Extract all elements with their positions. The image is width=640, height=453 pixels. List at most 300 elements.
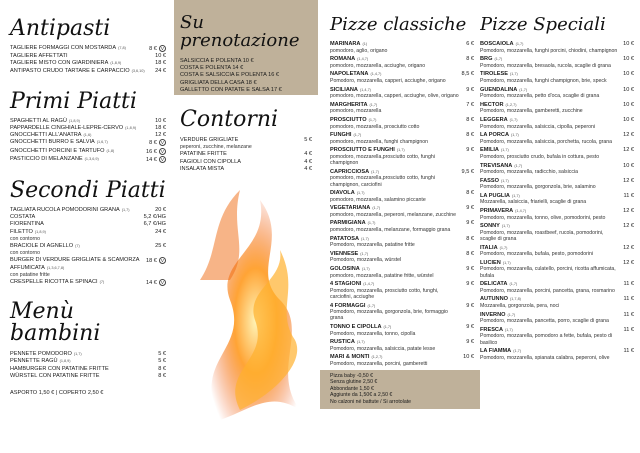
vegetarian-icon: V <box>160 280 164 286</box>
menu-item-name <box>10 68 155 75</box>
pizza-name-row <box>480 193 634 200</box>
allergen-codes: (1,7) <box>372 206 381 211</box>
menu-row <box>10 214 166 221</box>
pizza-description: Pomodoro, prosciutto crudo, bufala in cottura, pesto <box>480 153 600 160</box>
menu-row <box>10 279 166 287</box>
pizza-price: 12 € <box>623 244 634 251</box>
menu-row <box>10 243 166 257</box>
menu-item-name <box>10 156 146 163</box>
pizza-name-row <box>480 117 634 124</box>
pizza-name-row <box>330 339 474 346</box>
pizza-name-row <box>330 354 474 361</box>
pizza-description: pomodoro, mozzarella, melanzane, formaggio grana <box>330 227 451 234</box>
pizza-name-wrap <box>480 327 513 334</box>
pizza-item <box>480 296 634 309</box>
menu-item-price <box>146 156 166 164</box>
pizza-name: HECTOR <box>480 101 504 108</box>
allergen-codes: (1,7) <box>356 340 365 345</box>
pizza-description: Pomodoro, mozzarella, gorgonzola, brie, formaggio grana <box>330 309 448 322</box>
menu-item-name <box>10 358 158 365</box>
pizza-name: PROSCIUTTO <box>330 116 367 123</box>
pizza-name-wrap <box>330 354 382 361</box>
pizza-name-wrap <box>480 260 511 267</box>
pizza-description: Pomodoro, mozzarella, culatello, porcini, ricotta affumicata, bufala <box>480 266 616 279</box>
item-name-text: TAGLIERE MISTO CON GIARDINIERA <box>10 60 109 67</box>
pizza-item <box>330 281 474 300</box>
pizza-item <box>480 327 634 346</box>
allergen-codes: (1,7) <box>361 236 369 241</box>
item-name-text: BURGER DI VERDURE GRIGLIATE & SCAMORZA AFFUMICATA <box>10 257 140 271</box>
menu-item-price <box>304 159 312 166</box>
menu-row <box>10 125 166 132</box>
pizza-name-row <box>330 236 474 243</box>
allergen-codes: (7) <box>75 244 80 249</box>
pizza-price: 10 € <box>623 101 634 108</box>
pizza-description: Pomodoro, mozzarella, porcini, pancetta, grana, rosmarino <box>480 287 615 294</box>
menu-row <box>10 358 166 365</box>
pizza-price: 9 € <box>466 205 474 212</box>
menu-row <box>10 68 166 75</box>
pizza-name-wrap <box>330 205 380 212</box>
pizza-name-row <box>330 266 474 273</box>
pizza-description: Pomodoro, mozzarella, radicchio, salsiccia <box>480 169 579 176</box>
pizza-name-wrap <box>480 208 526 215</box>
price-text: 5,2 €/HG <box>143 214 166 221</box>
classiche-list <box>330 41 474 367</box>
item-name-text: GNOCCHETTI ALL'ANATRA <box>10 132 82 139</box>
price-text: 5 € <box>158 351 166 358</box>
speciali-title: Pizze Speciali <box>480 14 606 35</box>
allergen-codes: (1,7) <box>368 117 377 122</box>
pizza-price: 9 € <box>466 339 474 346</box>
menu-row <box>180 151 312 158</box>
pizza-name: DIAVOLA <box>330 190 355 197</box>
price-text: 8 € <box>158 365 166 372</box>
allergen-codes: (1,8,9) <box>34 229 46 234</box>
pizza-description: Pomodoro, mozzarella, prosciutto cotto, funghi, carciofini, acciughe <box>330 287 439 301</box>
item-name-text: HAMBURGER CON PATATINE FRITTE <box>10 365 109 372</box>
vegetarian-icon: V <box>160 156 164 162</box>
pizza-item <box>480 117 634 130</box>
pizza-price: 8 € <box>466 250 474 257</box>
extras-line: Pizza baby -0,50 € <box>330 372 373 379</box>
pizza-description: Pomodoro, mozzarella, porcini, gamberetti <box>330 360 428 367</box>
pizza-name-row <box>330 87 474 94</box>
pizza-item <box>480 245 634 258</box>
antipasti-list <box>10 45 166 75</box>
pizza-name-row <box>480 178 634 185</box>
pizza-item <box>480 281 634 294</box>
pizza-item <box>480 312 634 325</box>
menu-item-name <box>10 139 149 146</box>
allergen-codes: (1,8,9) <box>110 61 122 66</box>
allergen-codes: (1) <box>362 42 368 46</box>
menu-item-price <box>304 166 312 173</box>
pizza-name-row <box>480 132 634 139</box>
menu-row <box>10 45 166 53</box>
extras-line: Senza glutine 2,50 € <box>330 379 378 386</box>
price-text: 4 € <box>304 151 312 158</box>
item-name-text: PAPPARDELLE CINGHIALE-LEPRE-CERVO <box>10 125 124 132</box>
pizza-name-row <box>330 41 474 48</box>
pizza-name-row <box>480 281 634 288</box>
pizza-price: 8 € <box>466 190 474 197</box>
pizza-item <box>330 220 474 233</box>
menu-row <box>10 139 166 147</box>
allergen-codes: (3,6,10) <box>131 68 145 73</box>
allergen-codes: (1,7) <box>502 260 511 265</box>
pizza-item <box>480 208 634 221</box>
pizza-description: Pomodoro, mozzarella, patatine fritte <box>330 242 415 249</box>
allergen-codes: (1,7) <box>367 221 376 226</box>
menu-row <box>10 366 166 373</box>
allergen-codes: (1,7) <box>501 224 510 229</box>
pizza-name-wrap <box>330 251 368 258</box>
pizza-price: 10 € <box>623 41 634 47</box>
menu-item-name <box>10 45 149 52</box>
pizza-name-row <box>330 281 474 288</box>
footer-note: ASPORTO 1,50 € | COPERTO 2,50 € <box>10 390 104 397</box>
allergen-codes: (1,7) <box>505 327 513 332</box>
pizza-price: 11 € <box>623 326 634 333</box>
pizza-description: pomodoro, mozzarella <box>330 108 382 115</box>
allergen-codes: (1,7) <box>499 245 508 250</box>
menu-item-price <box>155 229 166 236</box>
allergen-codes: (1,7) <box>509 282 518 287</box>
pizza-name-wrap <box>480 312 515 319</box>
item-name-text: WÜRSTEL CON PATATINE FRITTE <box>10 372 100 379</box>
pizza-name-wrap <box>480 87 527 94</box>
menu-row <box>10 53 166 60</box>
pizza-name: RUSTICA <box>330 339 355 346</box>
pizza-description: pomodoro, mozzarella, prosciutto cotto <box>330 123 420 130</box>
pizza-description: pomodoro, mozzarella,prosciutto cotto, funghi champignon <box>330 153 435 167</box>
item-name-text: INSALATA MISTA <box>180 165 225 172</box>
pizza-name: PATATOSA <box>330 235 360 242</box>
pizza-price: 9,5 € <box>461 168 474 175</box>
pizza-description: Pomodoro, mozzarella, bresaola, rucola, scaglie di grana <box>480 62 611 69</box>
pizza-name: ROMANA <box>330 56 356 63</box>
pizza-description: pomodoro, mozzarella, funghi champignon <box>330 138 429 145</box>
menu-item-name <box>180 159 304 166</box>
vegetarian-icon: V <box>160 148 164 154</box>
pizza-name: FUNGHI <box>330 132 352 139</box>
allergen-codes: (1,8) <box>106 148 115 153</box>
pizza-name-wrap <box>480 147 509 154</box>
pizza-description: Pomodoro, mozzarella, bufala, pesto, pomodorini <box>480 251 594 258</box>
pizza-name: LEGGERA <box>480 116 508 123</box>
menu-row <box>10 148 166 156</box>
menu-item-name <box>10 279 146 286</box>
pizza-description: Pomodoro, mozzarella, würstel <box>330 257 402 264</box>
prenotazione-item: GALLETTO CON PATATE E SALSA 17 € <box>180 86 282 93</box>
pizza-price: 7 € <box>466 101 474 108</box>
pizza-name-wrap <box>330 236 369 243</box>
vegetarian-icon: V <box>160 46 164 51</box>
menu-item-price <box>149 139 166 147</box>
pizza-price: 10 € <box>623 162 634 169</box>
item-subtitle: con contorno <box>10 235 40 242</box>
pizza-name-wrap <box>330 87 371 94</box>
pizza-name-row <box>480 312 634 319</box>
pizza-name-wrap <box>480 193 520 200</box>
menu-item-name <box>180 151 304 158</box>
pizza-item <box>330 354 474 367</box>
pizza-name: LUCIEN <box>480 259 501 266</box>
menu-item-price <box>146 148 166 156</box>
pizza-price: 12 € <box>623 259 634 266</box>
pizza-name: VIENNESE <box>330 250 359 257</box>
pizza-item <box>480 41 634 54</box>
price-text: 18 € <box>155 125 166 132</box>
item-name-text: TAGLIERE FORMAGGI CON MOSTARDA <box>10 45 117 51</box>
allergen-codes: (1,7) <box>513 349 521 354</box>
pizza-name-row <box>480 348 634 355</box>
menu-item-name <box>10 243 155 257</box>
allergen-codes: (1,7) <box>509 117 518 122</box>
pizza-name-wrap <box>330 117 376 124</box>
item-name-text: PENNETE POMODORO <box>10 351 72 358</box>
menu-row <box>10 132 166 139</box>
pizza-name-row <box>480 163 634 170</box>
allergen-codes: (1,3,6,9) <box>84 156 99 161</box>
price-text: 10 € <box>155 117 166 124</box>
pizza-name-row <box>480 41 634 48</box>
menu-item-price <box>149 45 166 53</box>
pizza-price: 12 € <box>623 147 634 154</box>
pizza-name: DELICATA <box>480 281 508 288</box>
menu-item-price <box>304 151 312 158</box>
pizza-item <box>330 71 474 84</box>
pizza-name-wrap <box>330 281 374 288</box>
menu-item-price <box>155 53 166 60</box>
pizza-name: EMILIA <box>480 147 499 154</box>
pizza-name-row <box>480 245 634 252</box>
pizza-name-wrap <box>480 281 517 288</box>
pizza-price: 10 € <box>623 56 634 63</box>
pizza-item <box>330 303 474 322</box>
contorni-title: Contorni <box>180 107 279 132</box>
menu-item-name <box>180 166 304 173</box>
pizza-name-wrap <box>480 132 519 139</box>
pizza-item <box>330 339 474 352</box>
menu-item-name <box>10 53 155 60</box>
menu-item-price <box>158 366 166 373</box>
prenotazione-item: COSTA E SALSICCIA E POLENTA 16 € <box>180 72 279 79</box>
pizza-name-wrap <box>480 223 510 230</box>
allergen-codes: (1,7) <box>353 133 362 138</box>
menu-item-price <box>158 358 166 365</box>
allergen-codes: (1,7) <box>500 148 509 153</box>
pizza-name: SONNY <box>480 223 500 230</box>
pizza-name: BRG <box>480 56 493 63</box>
pizza-name: INVERNO <box>480 311 506 318</box>
pizza-item <box>480 132 634 145</box>
pizza-name: ITALIA <box>480 244 498 251</box>
price-text: 16 € <box>146 148 157 155</box>
item-name-text: PASTICCIO DI MELANZANE <box>10 155 83 162</box>
allergen-codes: (1,4,7) <box>370 72 382 77</box>
allergen-codes: (1,7) <box>356 191 365 196</box>
prenotazione-box <box>174 0 318 95</box>
menu-row <box>10 156 166 164</box>
pizza-name: BOSCAIOLA <box>480 41 514 47</box>
menu-item-price <box>146 279 166 287</box>
item-subtitle: con contorno <box>10 250 40 257</box>
menu-item-price <box>158 351 166 358</box>
pizza-item <box>480 87 634 100</box>
price-text: 18 € <box>146 258 157 265</box>
pizza-item <box>330 266 474 279</box>
pizza-item <box>330 324 474 337</box>
menu-item-price <box>155 132 166 139</box>
pizza-name: LA FIAMMA <box>480 348 512 355</box>
pizza-item <box>330 236 474 249</box>
prenotazione-item: SALSICCIA E POLENTA 10 € <box>180 58 254 64</box>
menu-item-name <box>10 373 158 380</box>
pizza-item <box>480 178 634 191</box>
price-text: 18 € <box>155 60 166 67</box>
price-text: 6,7 €/HG <box>143 221 166 228</box>
price-text: 5 € <box>158 358 166 365</box>
pizza-name-row <box>330 220 474 227</box>
item-name-text: SPAGHETTI AL RAGÙ <box>10 117 67 124</box>
pizza-name: PRIMAVERA <box>480 208 514 215</box>
allergen-codes: (1,7) <box>515 42 524 46</box>
menu-item-price <box>146 257 166 265</box>
menu-item-name <box>10 221 144 228</box>
item-name-text: COSTATA <box>10 214 36 221</box>
pizza-description: Pomodoro, mozzarella, pomodoro a fette, bufala, pesto di basilico <box>480 333 613 346</box>
pizza-name: TIROLESE <box>480 71 508 78</box>
allergen-codes: (1,4,7) <box>359 87 371 92</box>
pizza-name-wrap <box>330 147 405 154</box>
menu-item-price <box>144 214 166 221</box>
pizza-description: Mozzarella, gorgonzola, pera, noci <box>480 303 560 309</box>
item-name-text: PATATINE FRITTE <box>180 151 227 158</box>
price-text: 24 € <box>155 67 166 74</box>
allergen-codes: (1,7) <box>500 178 509 183</box>
pizza-item <box>480 163 634 176</box>
pizza-price: 9 € <box>466 302 474 309</box>
pizza-price: 9 € <box>466 147 474 154</box>
price-text: 10 € <box>155 53 166 60</box>
allergen-codes: (1,7) <box>371 169 379 174</box>
bambini-list <box>10 351 166 380</box>
pizza-name-row <box>330 132 474 139</box>
pizza-price: 8 € <box>466 132 474 139</box>
allergen-codes: (1,7) <box>509 72 518 77</box>
pizza-description: Pomodoro, mozzarella, tonno, cipolla <box>330 330 416 337</box>
menu-item-price <box>155 207 166 214</box>
menu-row <box>10 373 166 380</box>
vegetarian-icon: V <box>160 140 164 146</box>
allergen-codes: (1,7) <box>494 57 503 62</box>
pizza-name: 4 FORMAGGI <box>330 302 366 309</box>
pizza-price: 10 € <box>623 86 634 93</box>
pizza-name: NAPOLETANA <box>330 71 369 78</box>
pizza-name-row <box>480 296 634 303</box>
pizza-item <box>480 147 634 160</box>
allergen-codes: (1,8,9) <box>68 118 80 123</box>
item-name-text: CRESPELLE RICOTTA E SPINACI <box>10 279 98 286</box>
pizza-name-wrap <box>480 163 522 170</box>
contorni-list <box>180 137 312 173</box>
pizza-description: pomodoro, mozzarella, acciughe, origano <box>330 62 426 69</box>
pizza-item <box>330 132 474 145</box>
pizza-name: LA PORCA <box>480 132 510 139</box>
pizza-description: Pomodoro, mozzarella, petto d'oca, scaglie di grana <box>480 93 600 100</box>
menu-row <box>10 229 166 243</box>
pizza-item <box>330 117 474 130</box>
menu-item-name <box>10 118 155 125</box>
extras-box <box>320 370 480 409</box>
menu-item-name <box>10 229 155 243</box>
allergen-codes: (1,7,8) <box>509 297 521 302</box>
pizza-item <box>480 260 634 279</box>
pizza-item <box>330 205 474 218</box>
pizza-description: pomodoro, mozzarella, patatine fritte, würstel <box>330 272 434 279</box>
prenotazione-list <box>180 58 312 94</box>
pizza-name-wrap <box>330 169 379 176</box>
allergen-codes: (1,3,6,7,8) <box>46 265 65 270</box>
pizza-name-row <box>480 208 634 215</box>
allergen-codes: (1,4,7) <box>515 209 527 214</box>
pizza-item <box>330 147 474 166</box>
allergen-codes: (1,7) <box>396 148 405 153</box>
pizza-name-row <box>330 303 474 310</box>
pizza-name: GOLOSINA <box>330 266 360 273</box>
allergen-codes: (1,6) <box>83 133 92 138</box>
pizza-item <box>330 87 474 100</box>
pizza-name-wrap <box>330 339 365 346</box>
menu-item-price <box>304 137 312 144</box>
pizza-name-wrap <box>480 296 521 303</box>
pizza-description: Pomodoro, mozzarella, gamberetti, zucchine <box>480 108 583 115</box>
pizza-description: Pomodoro, mozzarella, salsiccia, cipolla, peperoni <box>480 123 596 130</box>
antipasti-title: Antipasti <box>10 16 111 41</box>
pizza-name: SICILIANA <box>330 86 358 93</box>
menu-item-name <box>10 366 158 373</box>
pizza-name-row <box>330 190 474 197</box>
allergen-codes: (1,7) <box>511 193 520 198</box>
pizza-price: 12 € <box>623 177 634 184</box>
pizza-price: 12 € <box>623 132 634 139</box>
menu-item-name <box>10 207 155 214</box>
pizza-price: 9 € <box>466 86 474 93</box>
pizza-price: 10 € <box>463 354 474 361</box>
secondi-list <box>10 207 166 287</box>
item-name-text: GNOCCHETTI PORCINI E TARTUFO <box>10 147 105 154</box>
pizza-item <box>330 251 474 264</box>
pizza-description: pomodoro, mozzarella, salamino piccante <box>330 196 426 203</box>
allergen-codes: (1,7) <box>361 267 370 272</box>
price-text: 12 € <box>155 132 166 139</box>
pizza-price: 11 € <box>623 348 634 355</box>
pizza-item <box>480 102 634 115</box>
pizza-name-wrap <box>330 220 375 227</box>
pizza-name: AUTUNNO <box>480 296 508 303</box>
pizza-item <box>480 193 634 206</box>
allergen-codes: (1,7) <box>514 163 523 168</box>
price-text: 8 € <box>149 46 157 52</box>
pizza-name-wrap <box>480 41 523 48</box>
pizza-description: Pomodoro, mozzarella, pancetta, porro, scaglie di grana <box>480 318 609 325</box>
pizza-description: Pomodoro, mozzarella, funghi porcini, chiodini, champignon <box>480 47 618 54</box>
pizza-name: FRESCA <box>480 326 503 333</box>
pizza-description: Pomodoro, mozzarella, capperi, acciughe, origano <box>330 77 446 84</box>
pizza-name: MARI & MONTI <box>330 354 370 361</box>
